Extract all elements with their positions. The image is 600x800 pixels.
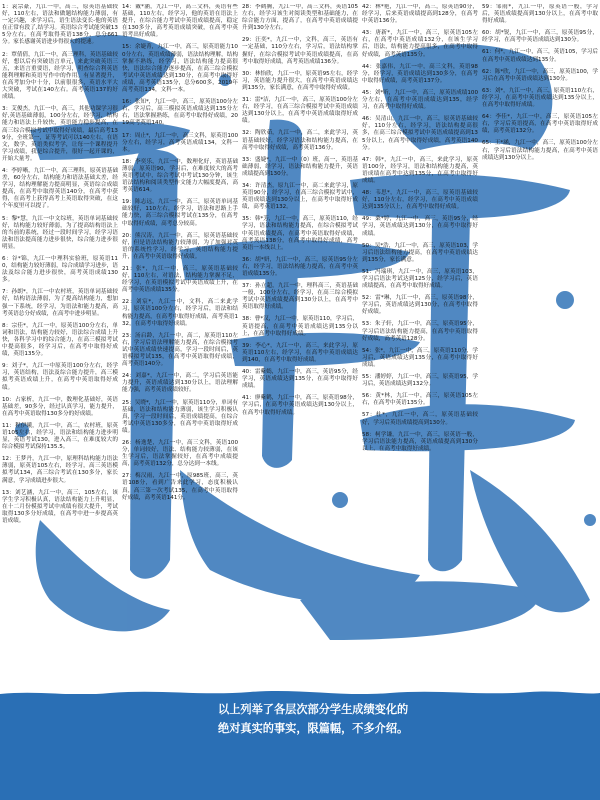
student-entry: 19：陈志远，九江一中，高三，原英语单词基础较好，110左右，经学习，语法和思路上手能力快，高三综合模拟考试在135分，在高考中取得好成绩，高考总分较高。 <box>122 199 238 227</box>
student-entry: 50：吴*浩，九江一中，高三，原英语103，学习后语法结构能力提高，在高考中英语成绩达到135分，家长满意。 <box>362 242 478 263</box>
student-entry: 35：韩*芳，九江一中，高三，原英语110，经学习，语法和结构能力提高，在综合模拟考试中英语成绩提高，在高考中英语取得好成绩，高考英语138分，在高考中取得好成绩，高考英语一本线以上。 <box>242 216 358 251</box>
student-entry: 58：柯学谦，九江一中，高三，原英语一般，学习后语法能力提高，英语成绩提高到130分以上，在高考中取得好成绩。 <box>362 431 478 452</box>
student-entry: 18：李奕乐，九江一中，数理化好，英语基础薄弱，原英语90，学习后，在难度较大的高考英语考试中，综合考试中考试130分钟，该生语法结构和阅读类型作文能力大幅度提高，高考英语614。 <box>122 158 238 194</box>
student-entry: 27：梅汉雨，九江一中，原985班，高三，英语108分，看到广告来此学习，态度积极认真，高三第一次考试135，在高考中英语取得好成绩，高考英语141分。 <box>122 473 238 501</box>
student-entry: 44：张嘉伟，九江一中，高三文科，英语98分，经学习，英语成绩达到130多分，在高考中取得好成绩，高考英语137分。 <box>362 63 478 84</box>
student-entry: 51：冯瑞琪，九江一中，高三，原英语103，学习后语法考试达到125分，经学习后，英语成绩提高，在高考中取得好成绩。 <box>362 268 478 290</box>
footer-torn-edge <box>0 688 600 700</box>
student-entry: 12：王梦丹，九江一中，原理科结构能力语法薄弱，原英语105左右，经学习，高三英语模拟考试134，高三综合考试在130多分，家长满意，学习成绩进步很大。 <box>2 456 118 484</box>
student-entry: 36：胡*妍，九江一中，高三，原英语95分左右，经学习，语法结构能力提高，在高考中英语成绩135分。 <box>242 256 358 277</box>
student-entry: 60：胡*锐，九江一中，高三，原英语95分，经学习，在高考中英语成绩达到130分。 <box>482 30 598 44</box>
student-entry: 48：韦思*，九江一中，高三，原英语基础较好，110分左右，经学习，在高考中英语成绩达到135分以上，在高考中取得好成绩。 <box>362 190 478 211</box>
column-5 <box>482 4 598 692</box>
student-entry: 46：吴清山，九江一中，高三，原英语基础较好，110分左右，经学习，语法结构提高很多，在高三综合模拟考试中英语成绩提高到135分以上，在高考中取得好成绩，高考英语140分。 <box>362 116 478 151</box>
student-entry: 53：朱子轩，九江一中，高三，原英语95分，学习后语法结构能力提高，在高考中英语取得好成绩，高考英语128分。 <box>362 321 478 342</box>
student-entry: 45：刘*昕，九江一中，高三，原英语成绩100分左右，在高考中英语成绩达到135，经学习，在高考中取得好成绩。 <box>362 89 478 111</box>
student-entry: 7：孙朗*，九江一中农村班，英语单词基础较好，结构语法薄弱，为了提高结构能力，想加强一下系统，经学习，为语法和能力提高，高考英语总分好成绩，在高考中进步明显。 <box>2 289 118 317</box>
student-entry: 4：李婷晰，九江一中，高三理科，原英语基础差，60分左右，结构能力和语法基础太差，经学习，结构理解能力提高明显，英语综合成绩提高，在高考中取得英语140分，在高考中获得，在高考上获得高考上英语取得突破，在这个年度里可以提了。 <box>2 167 118 210</box>
student-entry: 30：林怡欣，九江一中，原英语95左右，经学习，英语能力提升很大，在高考中英语成绩达到135分，家长满意，在高考中取得好成绩。 <box>242 70 358 91</box>
student-entry: 21：张*，九江一中，高三，原英语基础较好，110左右，对语法，结构能力掌握不足，经学习，在英语模拟考试中英语成绩上升，在高考中英语成绩135分。 <box>122 266 238 294</box>
student-entry: 34：许清杰，原九江一中，高二来此学习，原英语90分，经学习，在高三综合模拟考试中，英语成绩达到130分以上，在高考中取得好成绩，高考英语132。 <box>242 182 358 211</box>
footer-note <box>218 700 578 738</box>
student-entry: 25：吴晓*，九江一中，原英语110分，单词有基础，语法和结构能力薄弱，该生学习积极认真，学习一段时间后，英语成绩提高，在综合考试中英语130多分，在高考中英语取得好成绩。 <box>122 399 238 434</box>
student-entry: 38：曹*汉，九江一中，原英语110，学习后，英语提高，在高考中英语成绩达到135分以上，在高考中取得好成绩。 <box>242 316 358 337</box>
student-entry: 2：覃倩倩，九江一中，高三理科，英语基础较好，想以后有突破语言单元，来此突破英语三五，来语言重要语，经学习，明查综合利英语能利理解和英语写作中的作用。有显著提升，在高考加分中十分，以前很很多，英语水平大大突破，考试在140左右。高考英语137的好成绩。 <box>2 51 118 101</box>
footer-line-2: 绝对真实的事实，限篇幅，不多介绍。 <box>218 722 409 735</box>
student-entry: 29：汪奕*，九江一中，文科，高三，英语有一定基础，110分左右，学习后，语法结构掌握好，在综合模拟考试中英语成绩提高，在高考中取得好成绩，高考英语成绩136分。 <box>242 37 358 65</box>
student-entry: 22：刘宸*，九江一中，文科，高二来此学习，原英语100分左右，经学习后，语法和结构能力提高，在高考中取得好成绩，高考英语132，在高考中取得好成绩。 <box>122 299 238 327</box>
student-entry: 37：孙立超，九江一中，理科高三，英语基础一般，100分左右，经学习，在高三综合模拟考试中英语成绩提高到130分以上，在高考中英语取得好成绩。 <box>242 283 358 311</box>
footer-line-1: 以上列举了各层次部分学生成绩变化的 <box>218 703 409 716</box>
student-entry: 33：盛婕*，九江一中（0）班，高一，英语基础薄弱，经学习，语法和结构能力提升，英语成绩提高到130分。 <box>242 156 358 177</box>
student-entry: 28：李鹤腾，九江一中，高三文科，英语105左右，经学习该生对阅读类型和基础能力，在综合能力方面，提高了，在高考中英语成绩提升到130分左右。 <box>242 4 358 32</box>
student-entry: 23：汤启龄，九江一中，高二，原英语110左右，学习后语法理解能力提高，在综合模拟考试中英语成绩快速提高，学习一段时间后，英语模拟考试135，在高考中英语取得好成绩，高考英语140分。 <box>122 332 238 368</box>
student-entry: 5：黎*慧，九江一中文综班，英语单词基础较好，结构能力较好薄弱，为了提高结构语法上的当前的系统，经过一段时间学习，经学习语法和语法提高能力进步很快，综合能力进步很明显。 <box>2 215 118 250</box>
column-2 <box>122 4 238 692</box>
student-entry: 54：张*，九江一中，高三，原英语110分，学习后，英语成绩达到135分，在高考中取得好成绩。 <box>362 347 478 368</box>
student-entry: 32：陶欣茹，九江一中，高二，来此学习，英语基础较好，经学习语法和结构能力提高，在高考中取得好成绩，高考英语136分。 <box>242 130 358 151</box>
column-3 <box>242 4 358 692</box>
column-4 <box>362 4 478 692</box>
student-entry: 49：桑*婷，九江一中，高三，英语95分，经学习，英语成绩达到130分，在高考中取得好成绩。 <box>362 216 478 237</box>
student-entry: 42：林*艳，九江一中，高三，原英语90分，经学习，后来英语成绩提高到128分，在高考中英语136分。 <box>362 4 478 25</box>
student-entry: 41：廖紫鹤，九江一中，高三，原英语98分，学习后，在高考中英语成绩达到130分以上，在高考中取得好成绩。 <box>242 395 358 416</box>
student-entry: 31：雷*洁，九江一中，高三，原英语100分左右，经学习，在高三综合模拟考试中英语成绩达到130分以上，在高考中英语成绩取得好成绩。 <box>242 97 358 125</box>
student-entry: 9：刘子*，九江一中原英语100分左右，经学习，英语结构，语法及综合能力提升，高三模拟考英语成绩上升，在高考中英语取得好成绩。 <box>2 363 118 391</box>
student-entry: 17：周止*，九江一中，高三文科，原英语100分左右，经学习，高考英语成绩134，文科一本。 <box>122 132 238 153</box>
student-entry: 62：陈*欣，九江一中，高三，原英语100，学习后在高考中英语成绩达到130分。 <box>482 68 598 82</box>
student-entry: 26：杨逸楚，九江一中，高三文科，英语100分，单词较好，语法、结构能力较薄弱，在该生学习后，语法掌握较好，在高考中成绩提高，高考英语132分，总分达到一本线。 <box>122 439 238 468</box>
student-entry: 47：韩*，九江一中，高三，来此学习，原英语100分，经学习，语法和结构能力提高，英语成绩在高考中达到135分，在高考中取得好成绩。 <box>362 156 478 184</box>
student-entry: 57：杜*，九江一中，高二，原英语基础较好，学习后英语成绩提高到130分。 <box>362 412 478 426</box>
student-entry: 43：唐新*，九江一中，高三，原英语105左右，在高考中英语成绩132分，在该生学习后，语法，结构能力提高很多，在高考中取得好成绩，高考英语135分。 <box>362 30 478 58</box>
student-entry: 16：张知*，九江一中，高三，原英语100分左右，学习后，高三模拟英语成绩达到135分左右，语法掌握熟练，在高考中取得好成绩，2019高考英语140。 <box>122 99 238 127</box>
column-1 <box>2 4 118 692</box>
student-entry: 3：艾俊杰，九江一中，高三，其他功课学习很好,英语基础薄弱，100分左右，经学习，结构能力和语法上升较快，英语能力稳步提高，在高三综合模拟考试中取得好成绩，最后高考139分，全班第一，证等考试可以140左右，在语文，数学，英语类似考学，让每一个课程提升学习成绩，我是综合提升，很好一起开课的，开始大量考。 <box>2 106 118 162</box>
student-entry: 1：袁宗豪，九江一中，高三，原英语基础较好，110左右，语法和做题结构能力薄弱，有一定兴趣，求学习后，语生语法变长-他的英语在正常有段了,结学习。英语综合考试能突破135分左右。在高考取得英语138分，总分661分。家长感谢英语进步得很大的提速。 <box>2 4 118 46</box>
student-entry: 64：李佳*，九江一中，高三，原英语105左右，学习后英语提高，在高考中英语取得好成绩，高考英语132分。 <box>482 114 598 135</box>
student-entry: 55：潘婷婷，九江一中，高三，原英语95，学习后，英语成绩达到132分。 <box>362 374 478 388</box>
student-entry: 59：邹雨*，九江一中，原英语一般，学习后，英语成绩提高到130分以上，在高考中取得好成绩。 <box>482 4 598 25</box>
student-entry: 65：王*涵，九江一中，高三，原英语100分左右，学习后语法结构能力提高，在高考中英语成绩达到130分以上。 <box>482 140 598 161</box>
student-entry: 11：程伊曦，九江一中，高二，农村班，原英语105左右，经学习，语法和结构能力进步明显，英语考试130，进入高三，在难度较大的综合模拟考试保持135.5。 <box>2 422 118 451</box>
student-entry: 63：刘*，九江一中，高三，原英语110左右，经学习，在高考中英语成绩达到135分以上，在高考中取得好成绩。 <box>482 87 598 109</box>
student-entry: 40：雷紫嫣，九江一中，高三，英语95分，经学习，英语成绩达到135分，在高考中取得好成绩。 <box>242 369 358 390</box>
student-entry: 52：雷*琳，九江一中，高三，原英语98分，学习后，英语成绩达到130分，在高考中取得好成绩。 <box>362 295 478 316</box>
student-entry: 15：余婕菁，九江一中，高三，原英语能力100分左右，英语成绩薄弱，语法结构理解，结构掌握不熟练，经学习，语法结构能力提高很快，语法综合能力逐步提高，在高三综合模拟考试中英语成绩达到130分，在高考中取得好成绩，高考英语135分，总分600多，2019年高考英语134，文科一本。 <box>122 44 238 94</box>
student-entry: 10：占家析，九江一中，数理化基础好，英语基础差，90多分，经过认真学习，能力提升，在高考中英语取得130多分的好成绩。 <box>2 396 118 417</box>
student-results-columns <box>2 4 598 692</box>
student-entry: 13：刘艺涵，九江一中，高三，105左右，该学生学习积极认真，语法结构能力上升明显，在十二月份模拟考试中成绩有很大提升，考试取得130多分好成绩，在高考中进一步提高英语成绩。 <box>2 489 118 524</box>
student-entry: 61：何*，九江一中，高三，英语105，学习后在高考中英语成绩达到135分。 <box>482 49 598 63</box>
student-entry: 6：谷*锦，九江一中理科实验班，原英语110，结构能力较好薄弱，综合成绩学习进步，语法及综合能力进步很快，高考英语成绩130多。 <box>2 256 118 284</box>
student-entry: 20：熊汉涛，九江一中，高三，原英语基础较好，但是语法结构能力较薄弱，为了加强对英语的系统性学习，经学习，英语结构能力提升，在高考中英语取得好成绩。 <box>122 232 238 260</box>
student-entry: 14：戴*涵，九江一中，高三文科，英语有些基础，110左右，经学习，他的英语在语法上提升，在综合能力考试中英语成绩提高，稳定在130多分，高考英语成绩突破，在高考中英语考出好成绩。 <box>122 4 238 39</box>
student-entry: 56：黄*林，九江一中，高三，原英语105左右，在高考中英语135分。 <box>362 393 478 407</box>
student-entry: 24：刘嘉*，九江一中，高二，学习后英语能力提升，英语成绩达到130分以上，语法理解能力强，高考英语成绩较好。 <box>122 373 238 394</box>
student-entry: 39：李心*，九江一中，高三，来此学习，原英语110左右，经学习，在高考中英语成绩达到140，在高考中取得好成绩。 <box>242 342 358 363</box>
student-entry: 8：宗佳*，九江一中，原英语100分左右，单词和语法，结构能力较好，语法综合成绩上升快，各科学习中的综合能力，在高三模拟考试中提高很多，经学习后，在高考中取得好成绩，英语135分。 <box>2 322 118 358</box>
